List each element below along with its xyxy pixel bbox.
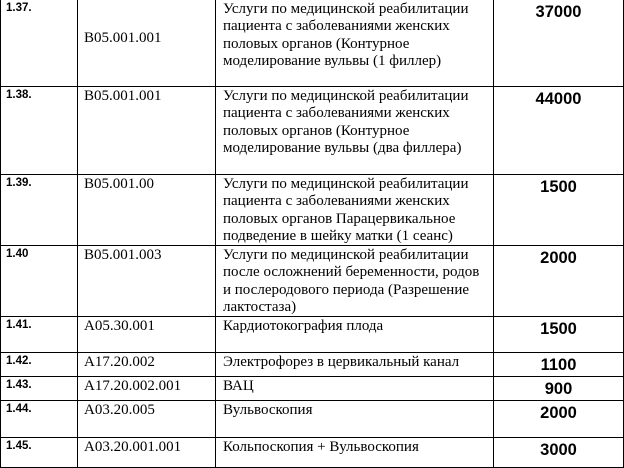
service-name: Вульвоскопия (216, 401, 494, 438)
table-row (1, 377, 624, 401)
row-number: 1.41. (1, 317, 78, 353)
service-price: 1100 (494, 353, 624, 377)
service-name: Услуги по медицинской реабилитации пациента с заболеваниями женских половых органов (Контурное моделирование вульвы (два филлера) (216, 87, 494, 175)
service-price: 1500 (494, 175, 624, 246)
service-name: Услуги по медицинской реабилитации пациента с заболеваниями женских половых органов (Контурное моделирование вульвы (1 филлер) (216, 0, 494, 87)
service-code: A17.20.002.001 (78, 377, 216, 401)
table-row (1, 0, 624, 87)
service-name: ВАЦ (216, 377, 494, 401)
table-row (1, 317, 624, 353)
service-name: Услуги по медицинской реабилитации пациента с заболеваниями женских половых органов Парацервикальное подведение в шейку матки (1 сеанс) (216, 175, 494, 246)
service-name: Кардиотокография плода (216, 317, 494, 353)
service-code: B05.001.003 (78, 246, 216, 317)
service-price: 37000 (494, 0, 624, 87)
service-price: 44000 (494, 87, 624, 175)
service-price: 1500 (494, 317, 624, 353)
service-code: A03.20.005 (78, 401, 216, 438)
row-number: 1.42. (1, 353, 78, 377)
row-number: 1.45. (1, 438, 78, 468)
table-row (1, 438, 624, 468)
table-row (1, 175, 624, 246)
row-number: 1.43. (1, 377, 78, 401)
service-code: B05.001.001 (78, 0, 216, 87)
service-name: Кольпоскопия + Вульвоскопия (216, 438, 494, 468)
service-price: 3000 (494, 438, 624, 468)
row-number: 1.37. (1, 0, 78, 87)
row-number: 1.38. (1, 87, 78, 175)
table-row (1, 87, 624, 175)
table-row (1, 353, 624, 377)
table-row (1, 401, 624, 438)
row-number: 1.40 (1, 246, 78, 317)
service-name: Электрофорез в цервикальный канал (216, 353, 494, 377)
service-price: 900 (494, 377, 624, 401)
table-row (1, 246, 624, 317)
service-code: A05.30.001 (78, 317, 216, 353)
service-code: A03.20.001.001 (78, 438, 216, 468)
service-code: A17.20.002 (78, 353, 216, 377)
service-code: B05.001.001 (78, 87, 216, 175)
row-number: 1.39. (1, 175, 78, 246)
row-number: 1.44. (1, 401, 78, 438)
service-price: 2000 (494, 246, 624, 317)
service-name: Услуги по медицинской реабилитации после осложнений беременности, родов и послеродового периода (Разрешение лактостаза) (216, 246, 494, 317)
service-price: 2000 (494, 401, 624, 438)
service-code: B05.001.00 (78, 175, 216, 246)
